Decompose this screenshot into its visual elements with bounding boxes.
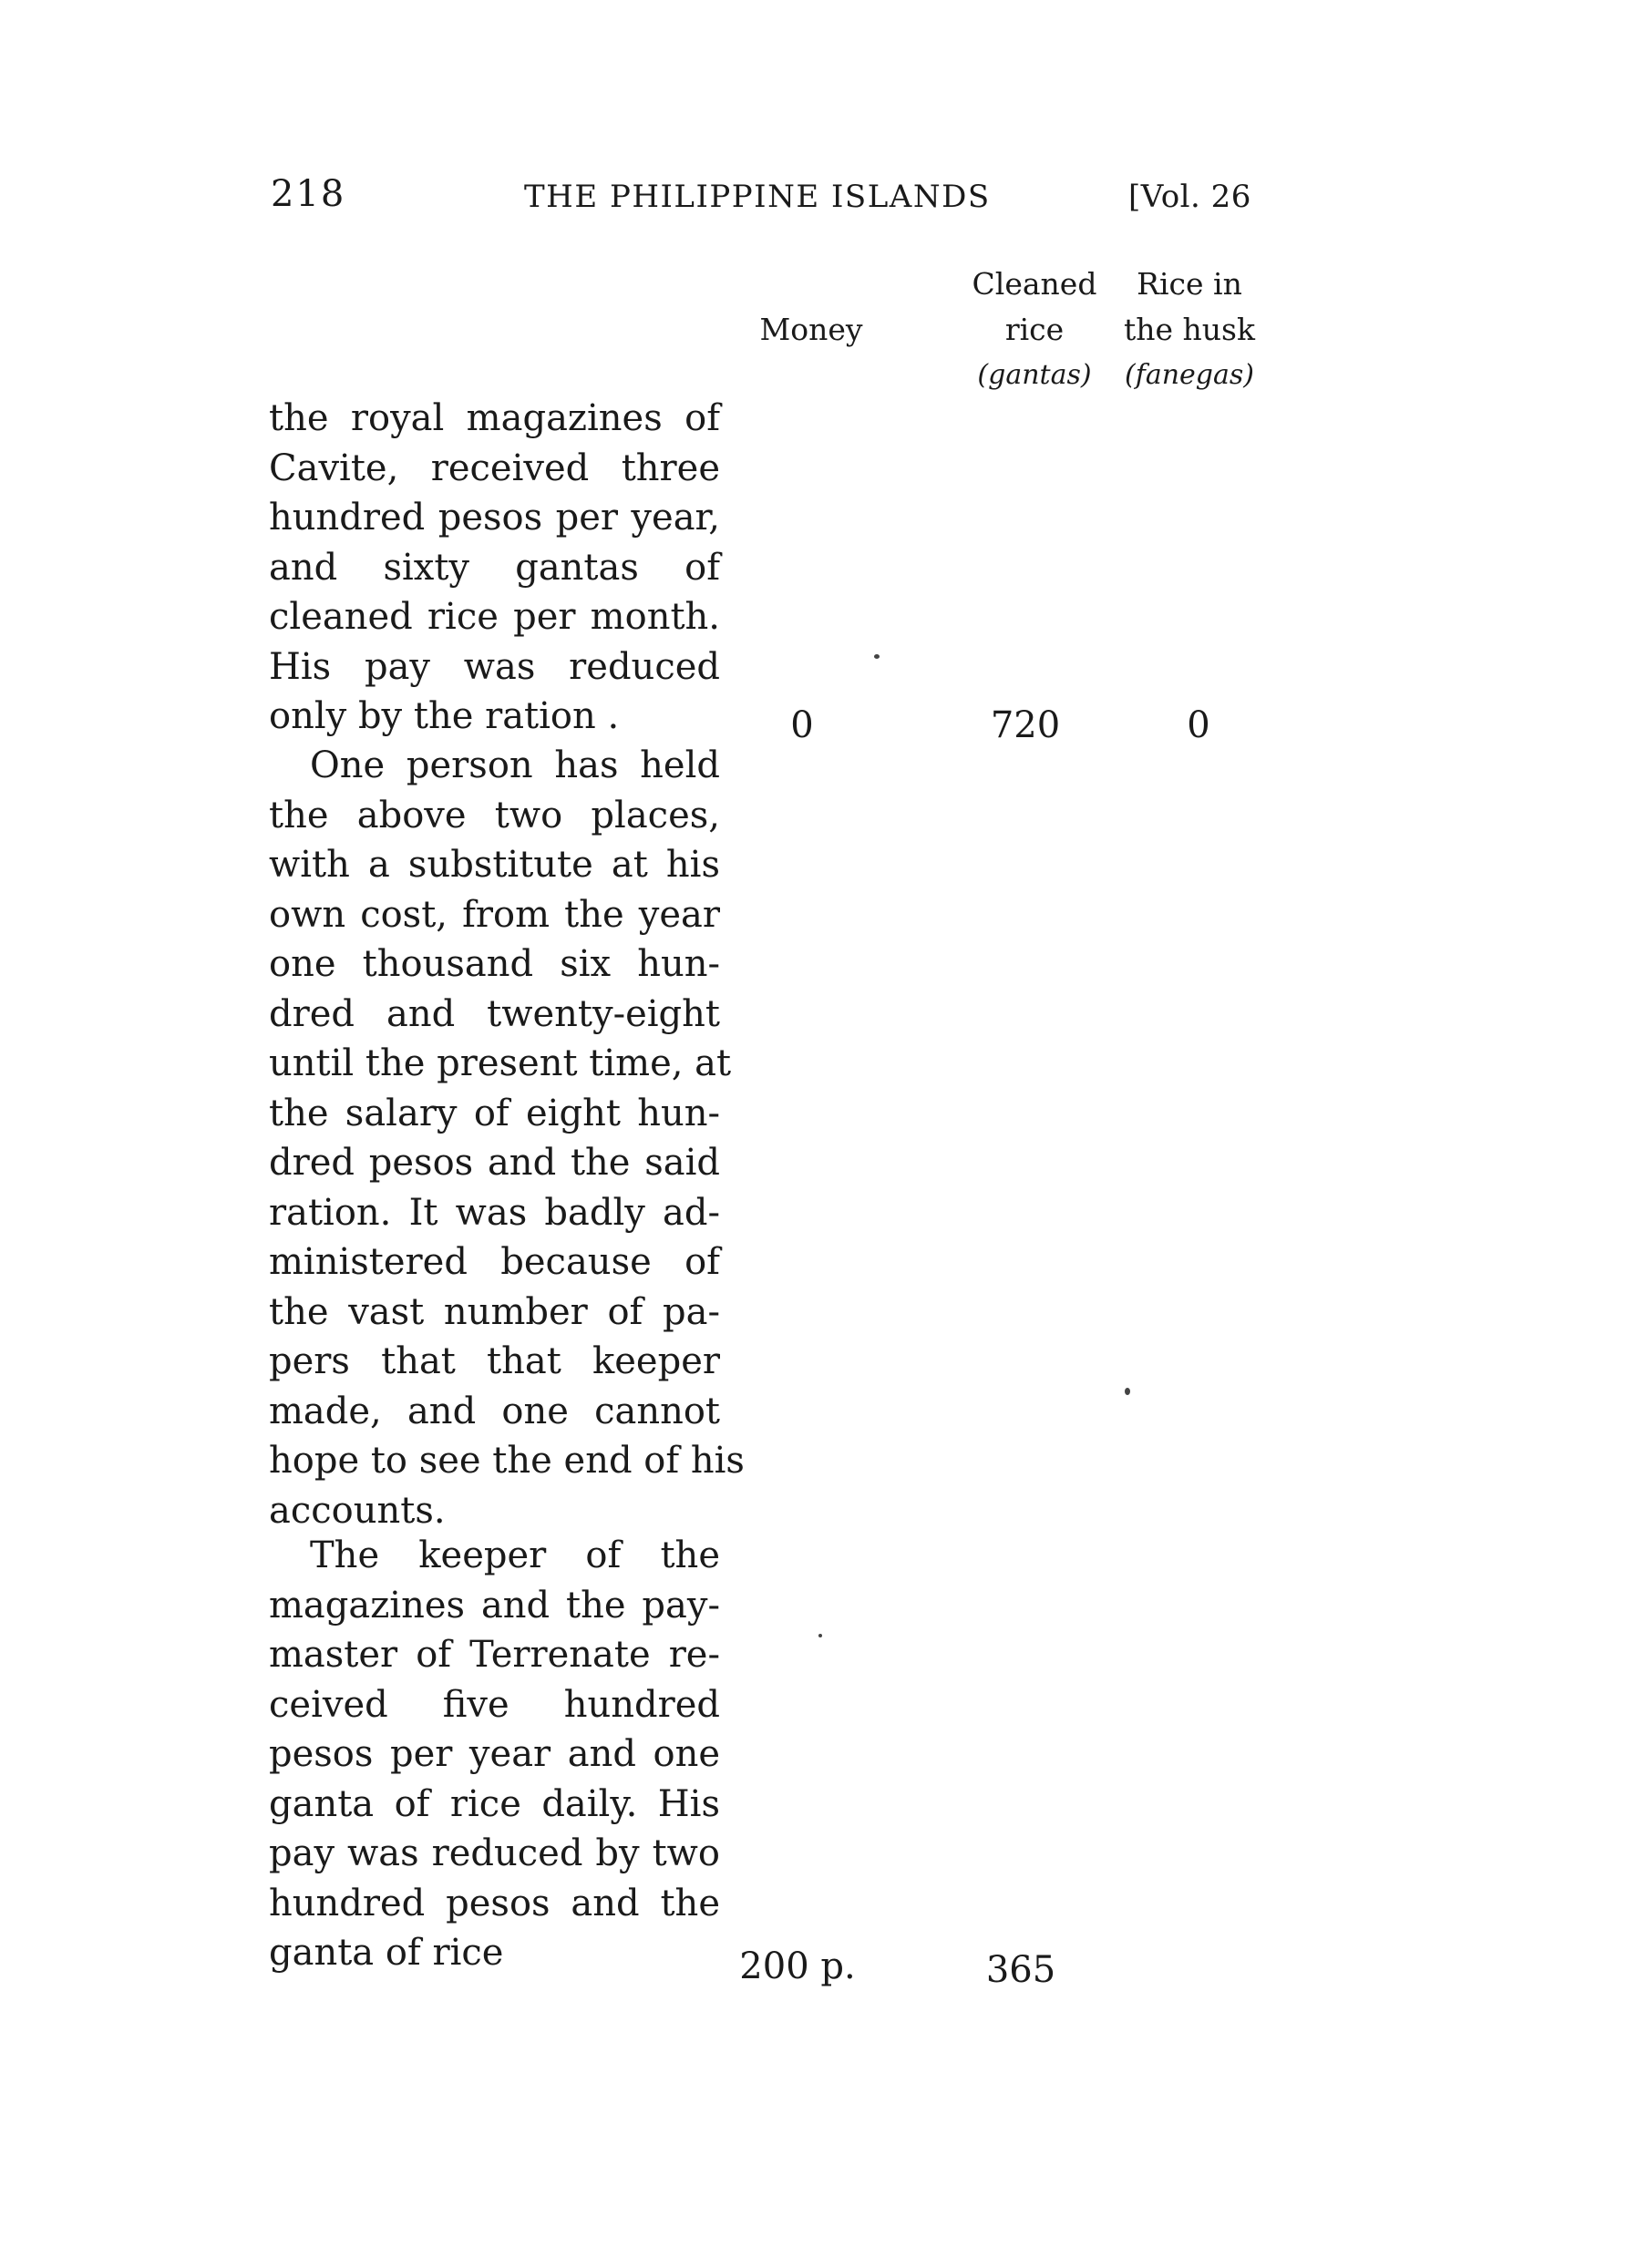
column-header-cleaned-line1: Cleaned	[972, 266, 1097, 302]
text-line: hope to see the end of his	[269, 1440, 745, 1482]
text-line: pers that that keeper	[269, 1340, 720, 1382]
text-line: ration. It was badly ad-	[269, 1191, 720, 1234]
text-line: with a substitute at his	[269, 844, 720, 886]
column-header-money	[720, 307, 902, 353]
text-line: until the present time, at	[269, 1042, 732, 1084]
column-header-cleaned-line2: rice	[1004, 312, 1065, 347]
text-line: Cavite, received three	[269, 446, 720, 489]
column-header-husk-unit: (fanegas)	[1125, 359, 1254, 391]
text-line: own cost, from the year	[269, 893, 720, 936]
volume-label: [Vol. 26	[1128, 179, 1251, 215]
text-line: the vast number of pa-	[269, 1290, 720, 1333]
column-header-husk-line1: Rice in	[1137, 266, 1242, 302]
entry-1-husk-rice: 0	[1187, 704, 1210, 746]
entry-paragraph-2	[269, 741, 745, 1535]
entry-3-cleaned-rice: 365	[985, 1949, 1056, 1991]
text-line: dred pesos and the said	[269, 1142, 720, 1184]
text-line: His pay was reduced	[269, 645, 720, 688]
entry-1-money: 0	[790, 704, 814, 746]
entry-3-money: 200 p.	[739, 1945, 856, 1987]
print-speck	[874, 654, 880, 659]
text-line: made, and one cannot	[269, 1390, 720, 1432]
text-line: hundred pesos per year,	[269, 497, 720, 539]
text-line: and sixty gantas of	[269, 546, 720, 589]
text-line: One person has held	[310, 744, 720, 786]
text-line: ganta of rice daily. His	[269, 1782, 720, 1825]
text-line: only by the ration .	[269, 695, 620, 737]
entry-1-cleaned-rice: 720	[990, 704, 1061, 746]
text-line: pay was reduced by two	[269, 1832, 720, 1874]
text-line: master of Terrenate re-	[269, 1634, 720, 1676]
text-line: ceived five hundred	[269, 1683, 720, 1726]
print-speck	[818, 1634, 822, 1637]
text-line: accounts.	[269, 1489, 446, 1532]
text-line: ganta of rice	[269, 1932, 504, 1974]
text-line: the above two places,	[269, 794, 720, 836]
text-line: one thousand six hun-	[269, 943, 720, 985]
text-line: cleaned rice per month.	[269, 596, 720, 638]
column-header-cleaned-rice	[948, 262, 1121, 398]
column-header-cleaned-unit: (gantas)	[977, 359, 1092, 391]
text-line: The keeper of the	[310, 1534, 720, 1576]
entry-paragraph-3	[269, 1531, 720, 1978]
column-header-husk-line2: the husk	[1124, 312, 1255, 347]
text-line: dred and twenty-eight	[269, 992, 720, 1035]
page-number: 218	[271, 173, 346, 215]
column-header-money-label: Money	[759, 312, 863, 347]
column-header-husk-rice	[1103, 262, 1276, 398]
print-speck	[1125, 1388, 1130, 1395]
text-line: the royal magazines of	[269, 397, 720, 439]
entry-paragraph-1	[269, 394, 720, 742]
text-line: magazines and the pay-	[269, 1584, 720, 1627]
text-line: pesos per year and one	[269, 1733, 720, 1775]
text-line: ministered because of	[269, 1241, 720, 1283]
text-line: the salary of eight hun-	[269, 1092, 720, 1134]
running-title: THE PHILIPPINE ISLANDS	[524, 179, 991, 215]
text-line: hundred pesos and the	[269, 1882, 720, 1924]
